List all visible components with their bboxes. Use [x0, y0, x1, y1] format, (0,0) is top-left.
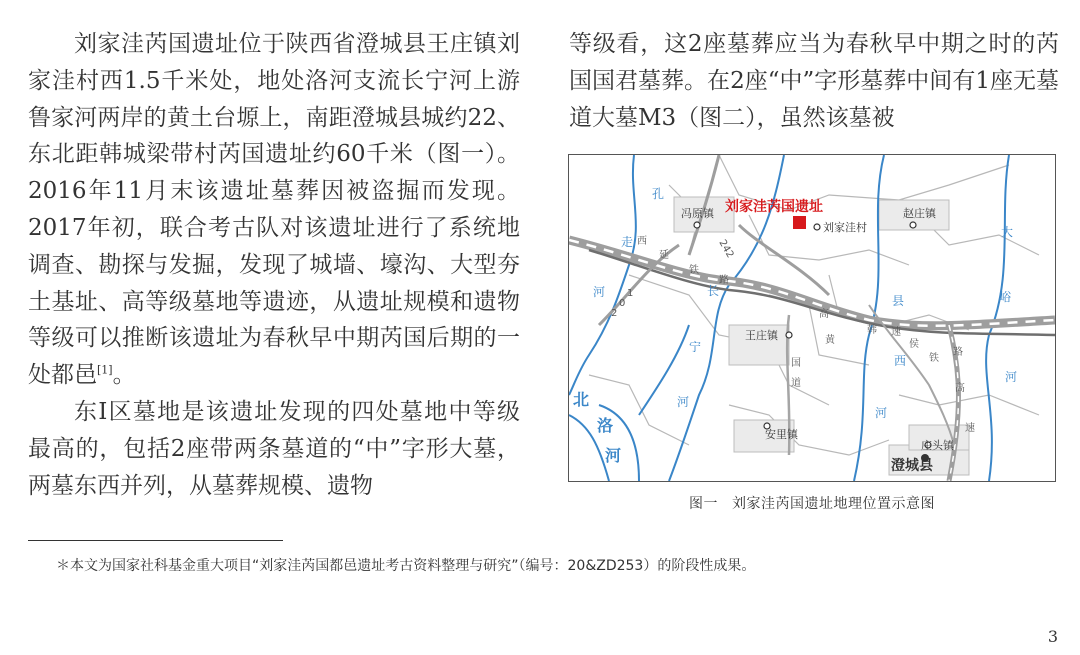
- paragraph-1-text: 刘家洼芮国遗址位于陕西省澄城县王庄镇刘家洼村西1.5千米处，地处洛河支流长宁河上游鲁家河两岸的黄土台塬上，南距澄城县城约22、东北距韩城梁带村芮国遗址约60千米（图一）。2016年11月末该遗址墓葬因被盗掘而发现。2017年初，联合考古队对该遗址进行了系统地调查、勘探与发掘，发现了城墙、壕沟、大型夯土基址、高等级墓地等遗迹，从遗址规模和遗物等级可以推断该遗址为春秋早中期芮国后期的一处都邑: [28, 31, 520, 389]
- svg-text:路: 路: [719, 275, 729, 286]
- left-column: [28, 26, 520, 504]
- site-label: 刘家洼芮国遗址: [725, 199, 823, 215]
- right-column: [569, 26, 1059, 136]
- svg-text:高: 高: [819, 309, 829, 320]
- svg-text:速: 速: [965, 423, 975, 434]
- page-number: 3: [1047, 627, 1058, 646]
- figure-caption: [568, 493, 1056, 513]
- label-county: 澄城县: [891, 458, 933, 474]
- svg-text:大: 大: [1001, 225, 1014, 239]
- label-fengyuan: 冯原镇: [681, 207, 714, 220]
- svg-text:延: 延: [659, 250, 669, 261]
- svg-text:河: 河: [677, 395, 690, 409]
- paragraph-1: [28, 26, 520, 394]
- svg-text:洛: 洛: [597, 416, 614, 435]
- svg-text:路: 路: [953, 347, 963, 358]
- location-map-figure: [568, 154, 1056, 482]
- svg-text:峪: 峪: [999, 290, 1012, 304]
- label-anli: 安里镇: [765, 428, 798, 441]
- footnote: ＊本文为国家社科基金重大项目“刘家洼芮国都邑遗址考古资料整理与研究”（编号：20&ZD253）的阶段性成果。: [56, 558, 756, 574]
- svg-text:县: 县: [892, 294, 905, 308]
- svg-text:黄: 黄: [825, 335, 835, 346]
- location-map: [569, 155, 1055, 481]
- svg-text:宁: 宁: [689, 340, 702, 354]
- svg-text:河: 河: [875, 406, 888, 420]
- svg-text:铁: 铁: [689, 265, 699, 276]
- svg-text:长: 长: [707, 284, 720, 298]
- svg-text:河: 河: [593, 285, 606, 299]
- svg-text:国: 国: [791, 358, 801, 369]
- svg-text:河: 河: [1005, 370, 1018, 384]
- paragraph-2: 东Ⅰ区墓地是该遗址发现的四处墓地中等级最高的，包括2座带两条墓道的“中”字形大墓，两墓东西并列，从墓葬规模、遗物: [28, 398, 520, 499]
- svg-text:铁: 铁: [929, 353, 939, 364]
- figure-label: 图一: [689, 496, 718, 512]
- label-liujiawa: 刘家洼村: [823, 221, 867, 234]
- footnote-divider: [28, 540, 283, 541]
- label-zhaozhuang: 赵庄镇: [903, 207, 936, 220]
- svg-text:西: 西: [894, 354, 907, 368]
- svg-text:西: 西: [637, 236, 647, 247]
- svg-text:高: 高: [955, 383, 965, 394]
- site-marker[interactable]: [793, 216, 806, 229]
- svg-text:道: 道: [791, 378, 801, 389]
- paragraph-1-end: 。: [112, 362, 136, 389]
- svg-text:走: 走: [621, 235, 634, 249]
- figure-caption-text: 刘家洼芮国遗址地理位置示意图: [732, 496, 935, 512]
- svg-text:2: 2: [611, 308, 618, 319]
- svg-text:速: 速: [891, 327, 901, 338]
- svg-text:韩: 韩: [867, 325, 877, 336]
- svg-text:1: 1: [627, 288, 634, 299]
- road-242-label: 242: [716, 238, 736, 261]
- svg-text:侯: 侯: [909, 339, 919, 350]
- label-wangzhuang: 王庄镇: [745, 329, 778, 342]
- label-zhuangtou: 庄头镇: [921, 439, 954, 452]
- right-column-text: 等级看，这2座墓葬应当为春秋早中期之时的芮国国君墓葬。在2座“中”字形墓葬中间有1座无墓道大墓M3（图二），虽然该墓被: [569, 31, 1059, 131]
- svg-text:河: 河: [605, 446, 622, 465]
- svg-text:孔: 孔: [652, 187, 665, 201]
- svg-text:北: 北: [573, 390, 590, 409]
- svg-text:0: 0: [619, 298, 626, 309]
- reference-superscript[interactable]: [1]: [97, 363, 113, 377]
